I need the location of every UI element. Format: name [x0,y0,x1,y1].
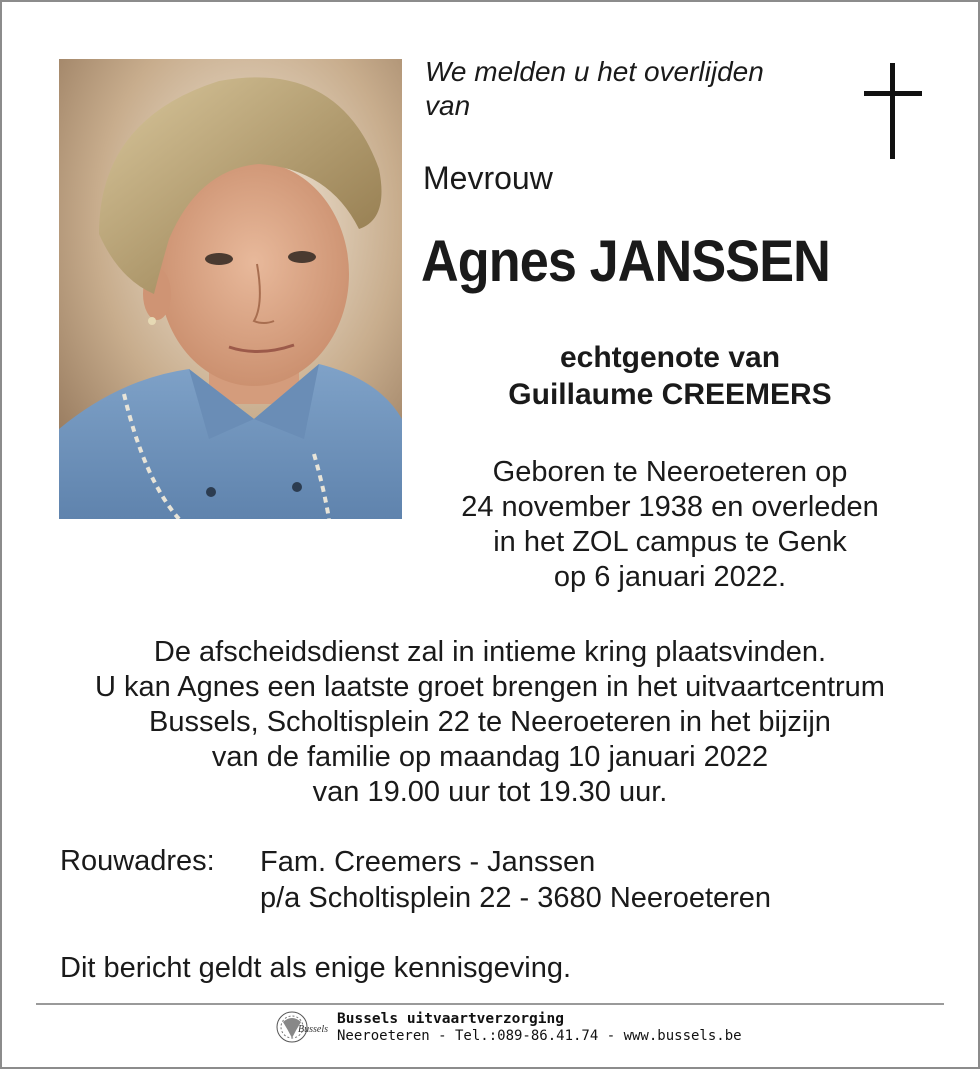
notice-text: Dit bericht geldt als enige kennisgeving. [60,952,572,984]
svg-text:Bussels: Bussels [298,1024,328,1035]
company-contact: Neeroeteren - Tel.:089-86.41.74 - www.bussels.be [337,1028,742,1044]
spouse-info [460,339,880,413]
bussels-logo-icon [274,1010,330,1044]
birth-line: 24 november 1938 en overleden [461,491,879,523]
service-info [20,635,960,810]
company-name: Bussels uitvaartverzorging [337,1011,564,1027]
mourning-address [260,844,771,916]
portrait-photo [59,59,402,519]
cross-icon [864,63,922,159]
deceased-name: Agnes JANSSEN [421,229,830,294]
spouse-line-1: echtgenote van [559,341,781,374]
service-line: van de familie op maandag 10 januari 2022 [211,741,769,773]
intro-line-2: van [425,90,471,121]
intro-text [425,55,845,123]
spouse-line-2: Guillaume CREEMERS [508,378,832,411]
footer-divider [36,1003,944,1005]
footer-info [337,1011,742,1045]
intro-line-1: We melden u het overlijden [425,56,764,87]
address-label: Rouwadres: [60,845,215,877]
service-line: van 19.00 uur tot 19.30 uur. [312,776,668,808]
address-line: p/a Scholtisplein 22 - 3680 Neeroeteren [260,882,772,914]
birth-line: op 6 januari 2022. [553,561,787,593]
service-line: De afscheidsdienst zal in intieme kring plaatsvinden. [153,636,827,668]
birth-death-info [420,455,920,595]
service-line: U kan Agnes een laatste groet brengen in het uitvaartcentrum [95,671,885,703]
honorific-title: Mevrouw [423,160,553,196]
birth-line: in het ZOL campus te Genk [493,526,847,558]
service-line: Bussels, Scholtisplein 22 te Neeroeteren in het bijzijn [149,706,831,738]
birth-line: Geboren te Neeroeteren op [492,456,848,488]
address-line: Fam. Creemers - Janssen [260,846,596,878]
